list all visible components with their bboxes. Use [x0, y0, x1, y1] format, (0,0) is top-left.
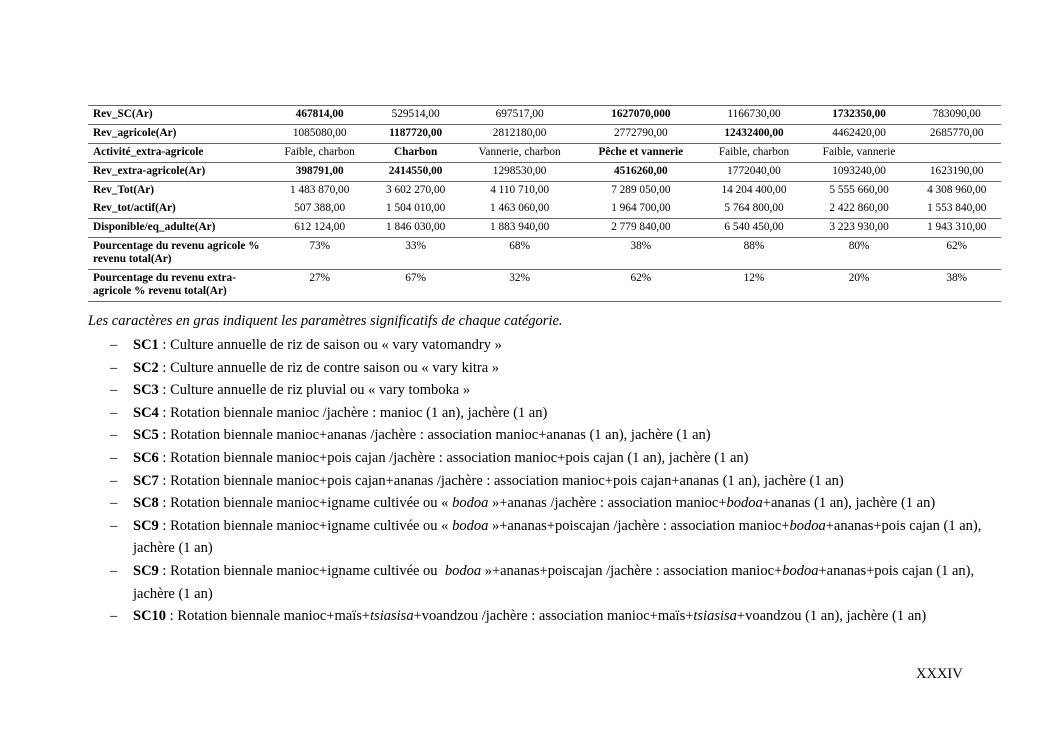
table-cell: 4 110 710,00 — [460, 182, 580, 201]
table-cell: 783090,00 — [912, 106, 1001, 125]
dash-bullet: – — [110, 495, 118, 512]
table-cell: 1166730,00 — [702, 106, 805, 125]
table-cell: Faible, charbon — [702, 144, 805, 163]
list-item — [110, 492, 990, 515]
row-label: Rev_tot/actif(Ar) — [93, 202, 176, 214]
table-row — [88, 182, 1001, 201]
table-cell: 1187720,00 — [371, 125, 460, 144]
row-label: Activité_extra-agricole — [88, 144, 268, 163]
table-cell: 467814,00 — [268, 106, 371, 125]
table-cell: 4516260,00 — [579, 163, 702, 182]
system-code: SC9 — [133, 562, 159, 579]
table-cell: 4462420,00 — [806, 125, 913, 144]
row-label: Rev_SC(Ar) — [88, 106, 268, 125]
table-cell: 398791,00 — [268, 163, 371, 182]
table-cell: 1 964 700,00 — [611, 202, 671, 214]
table-cell: 5 555 660,00 — [806, 182, 913, 201]
table-cell: 4 308 960,00 — [912, 182, 1001, 201]
system-description: : Culture annuelle de riz de contre saison ou « vary kitra » — [158, 359, 500, 376]
table-row — [88, 163, 1001, 182]
table-cell: 1085080,00 — [268, 125, 371, 144]
table-cell: 33% — [371, 238, 460, 270]
system-code: SC4 — [133, 404, 159, 421]
dash-bullet: – — [110, 404, 118, 421]
system-code: SC9 — [133, 517, 159, 534]
system-description: : Rotation biennale manioc+igname cultivée ou « bodoa »+ananas /jachère : association manioc+bodoa+ananas (1 an), jachère (1 an) — [158, 495, 936, 512]
table-cell: 38% — [912, 270, 1001, 302]
table-cell: 1627070,000 — [579, 106, 702, 125]
system-code: SC3 — [133, 382, 159, 399]
table-cell: 80% — [806, 238, 913, 270]
income-table — [88, 105, 1001, 302]
table-cell: 1 553 840,00 — [927, 202, 987, 214]
table-cell: 1772040,00 — [702, 163, 805, 182]
table-cell: 2685770,00 — [912, 125, 1001, 144]
table-cell: 1 846 030,00 — [371, 219, 460, 238]
row-label: Pourcentage du revenu extra-agricole % revenu total(Ar) — [88, 270, 268, 302]
list-item — [110, 470, 990, 493]
dash-bullet: – — [110, 382, 118, 399]
table-cell: 1 483 870,00 — [268, 182, 371, 201]
table-cell: 5 764 800,00 — [724, 202, 784, 214]
system-code: SC10 — [133, 608, 167, 625]
list-item — [110, 357, 990, 380]
table-cell: 3 223 930,00 — [806, 219, 913, 238]
system-description: : Rotation biennale manioc /jachère : manioc (1 an), jachère (1 an) — [158, 404, 548, 421]
table-cell: 529514,00 — [371, 106, 460, 125]
row-label: Disponible/eq_adulte(Ar) — [88, 219, 268, 238]
dash-bullet: – — [110, 427, 118, 444]
row-label: Rev_Tot(Ar) — [88, 182, 268, 201]
list-item — [110, 334, 990, 357]
system-code: SC2 — [133, 359, 159, 376]
table-cell — [912, 144, 1001, 163]
table-cell: 88% — [702, 238, 805, 270]
table-cell: 14 204 400,00 — [702, 182, 805, 201]
cropping-systems-list — [110, 334, 990, 628]
table-cell: 1093240,00 — [806, 163, 913, 182]
table-row — [88, 219, 1001, 238]
dash-bullet: – — [110, 517, 118, 534]
table-cell: Faible, charbon — [268, 144, 371, 163]
table-cell: 27% — [268, 270, 371, 302]
system-description: : Culture annuelle de riz de saison ou « vary vatomandry » — [158, 337, 502, 353]
table-note: Les caractères en gras indiquent les paramètres significatifs de chaque catégorie. — [88, 313, 563, 329]
table-cell: 20% — [806, 270, 913, 302]
table-cell: 2 779 840,00 — [579, 219, 702, 238]
table-row — [88, 270, 1001, 302]
list-item — [110, 560, 990, 605]
row-label: Rev_agricole(Ar) — [88, 125, 268, 144]
table-cell: 1298530,00 — [460, 163, 580, 182]
system-description: : Rotation biennale manioc+maïs+tsiasisa+voandzou /jachère : association manioc+maïs+tsiasisa+voandzou (1 an), jachère (1 an) — [166, 608, 927, 625]
table-cell: 12% — [702, 270, 805, 302]
list-item — [110, 424, 990, 447]
table-cell: 2414550,00 — [371, 163, 460, 182]
table-cell: 62% — [912, 238, 1001, 270]
table-row — [88, 144, 1001, 163]
list-item — [110, 402, 990, 425]
table-row — [88, 125, 1001, 144]
list-item — [110, 379, 990, 402]
table-cell: 1732350,00 — [806, 106, 913, 125]
table-cell: 612 124,00 — [268, 219, 371, 238]
table-cell: 1623190,00 — [912, 163, 1001, 182]
system-code: SC5 — [133, 427, 159, 444]
list-item — [110, 515, 990, 560]
list-item — [110, 605, 990, 628]
system-description: : Rotation biennale manioc+igname cultivée ou « bodoa »+ananas+poiscajan /jachère : association manioc+bodoa+ananas+pois cajan (1 an), jachère (1 an) — [133, 517, 982, 557]
dash-bullet: – — [110, 337, 118, 353]
table-cell: 697517,00 — [460, 106, 580, 125]
table-cell: 507 388,00 — [294, 202, 346, 214]
table-cell: 1 463 060,00 — [489, 202, 550, 214]
dash-bullet: – — [110, 472, 118, 489]
table-cell: 1 504 010,00 — [385, 202, 446, 214]
system-code: SC7 — [133, 472, 159, 489]
table-cell: 1 943 310,00 — [912, 219, 1001, 238]
table-cell: 62% — [579, 270, 702, 302]
table-row — [88, 106, 1001, 125]
row-label: Pourcentage du revenu agricole % revenu total(Ar) — [88, 238, 268, 270]
table-cell: Vannerie, charbon — [460, 144, 580, 163]
system-description: : Rotation biennale manioc+pois cajan+ananas /jachère : association manioc+pois cajan+ananas (1 an), jachère (1 an) — [158, 472, 844, 489]
table-cell: 2812180,00 — [460, 125, 580, 144]
system-code: SC8 — [133, 495, 159, 512]
table-cell: 6 540 450,00 — [702, 219, 805, 238]
table-cell: 3 602 270,00 — [371, 182, 460, 201]
system-code: SC1 — [133, 337, 159, 353]
dash-bullet: – — [110, 449, 118, 466]
table-cell: 7 289 050,00 — [579, 182, 702, 201]
table-cell: 12432400,00 — [702, 125, 805, 144]
system-description: : Rotation biennale manioc+pois cajan /jachère : association manioc+pois cajan (1 an), jachère (1 an) — [158, 449, 749, 466]
table-cell: Faible, vannerie — [806, 144, 913, 163]
list-item — [110, 447, 990, 470]
dash-bullet: – — [110, 359, 118, 376]
table-row — [88, 238, 1001, 270]
table-cell: 2 422 860,00 — [829, 202, 889, 214]
page-number: XXXIV — [916, 666, 963, 682]
table-cell: Charbon — [371, 144, 460, 163]
table-cell: 73% — [268, 238, 371, 270]
table-cell: 68% — [460, 238, 580, 270]
system-description: : Rotation biennale manioc+igname cultivée ou bodoa »+ananas+poiscajan /jachère : association manioc+bodoa+ananas+pois cajan (1 an), jachère (1 an) — [133, 562, 975, 602]
table-cell: 32% — [460, 270, 580, 302]
dash-bullet: – — [110, 562, 118, 579]
system-description: : Rotation biennale manioc+ananas /jachère : association manioc+ananas (1 an), jachère (1 an) — [158, 427, 711, 444]
system-code: SC6 — [133, 449, 159, 466]
table-cell: Pêche et vannerie — [579, 144, 702, 163]
dash-bullet: – — [110, 608, 118, 625]
row-label: Rev_extra-agricole(Ar) — [88, 163, 268, 182]
system-description: : Culture annuelle de riz pluvial ou « vary tomboka » — [158, 382, 471, 399]
table-cell: 1 883 940,00 — [460, 219, 580, 238]
table-cell: 38% — [579, 238, 702, 270]
table-cell: 2772790,00 — [579, 125, 702, 144]
table-cell: 67% — [371, 270, 460, 302]
table-row — [88, 200, 1001, 219]
